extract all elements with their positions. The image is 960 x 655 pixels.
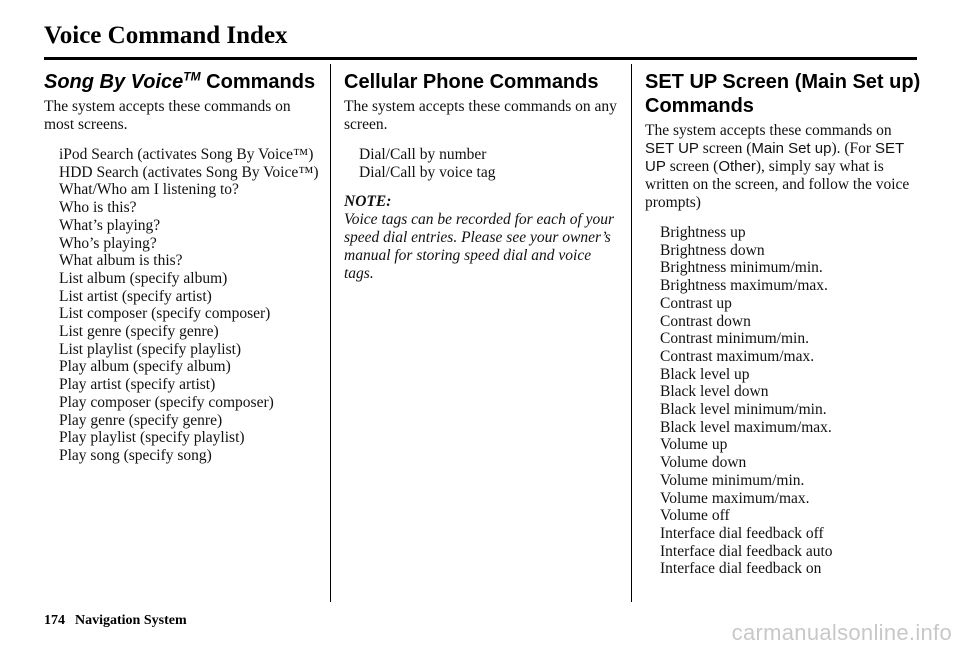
intro-screen-name: Other	[718, 158, 756, 175]
command-item: Play composer (specify composer)	[59, 393, 274, 411]
command-item: Black level down	[660, 383, 769, 401]
setup-command-list	[645, 224, 921, 578]
command-item: Interface dial feedback on	[660, 560, 822, 578]
command-item: What/Who am I listening to?	[59, 181, 239, 199]
command-item: Volume off	[660, 507, 730, 525]
cellular-phone-section	[344, 66, 620, 283]
command-item: List album (specify album)	[59, 269, 228, 287]
title-rule	[44, 57, 917, 60]
command-item: Dial/Call by number	[359, 146, 487, 163]
command-item: Brightness up	[660, 224, 746, 241]
command-item: Black level up	[660, 365, 750, 383]
command-item: HDD Search (activates Song By Voice™)	[59, 163, 319, 181]
command-item: Play artist (specify artist)	[59, 376, 216, 394]
page-footer	[44, 613, 187, 629]
command-item: Volume maximum/max.	[660, 489, 810, 507]
column-divider-1	[330, 64, 331, 602]
intro-text: ), simply say what is written on the screen, and follow the voice prompts)	[645, 158, 910, 211]
song-by-voice-heading-suffix: Commands	[200, 71, 316, 93]
command-item: Contrast maximum/max.	[660, 347, 815, 365]
command-item: Interface dial feedback off	[660, 524, 824, 542]
command-item: List genre (specify genre)	[59, 323, 219, 341]
command-item: What album is this?	[59, 252, 183, 270]
cellular-heading: Cellular Phone Commands	[344, 71, 599, 93]
setup-section	[645, 66, 921, 578]
trademark-mark: TM	[183, 69, 201, 84]
intro-text: screen (	[665, 158, 719, 175]
command-item: Who’s playing?	[59, 234, 157, 252]
watermark: carmanualsonline.info	[731, 620, 952, 645]
column-divider-2	[631, 64, 632, 602]
cellular-intro: The system accepts these commands on any screen.	[344, 98, 617, 133]
note-label: NOTE:	[344, 193, 392, 211]
command-item: Contrast minimum/min.	[660, 330, 809, 348]
command-item: Contrast up	[660, 294, 732, 312]
command-item: Brightness down	[660, 241, 765, 259]
command-item: Dial/Call by voice tag	[359, 163, 496, 181]
intro-screen-name: SET UP	[645, 140, 904, 175]
footer-section-title: Navigation System	[75, 613, 187, 628]
command-item: What’s playing?	[59, 216, 161, 234]
song-by-voice-heading-text: Song By Voice	[44, 71, 184, 93]
intro-text: ). (For	[831, 140, 875, 157]
song-by-voice-section	[44, 66, 320, 465]
song-by-voice-command-list	[44, 146, 320, 465]
command-item: Volume minimum/min.	[660, 471, 805, 489]
note-text: Voice tags can be recorded for each of your speed dial entries. Please see your owner’s manual for storing speed dial and voice tags.	[344, 211, 615, 283]
note-block	[344, 193, 620, 283]
command-item: Brightness minimum/min.	[660, 259, 823, 277]
intro-screen-name: Main Set up	[751, 140, 832, 157]
page-title: Voice Command Index	[44, 22, 288, 49]
intro-screen-name: SET UP	[645, 140, 699, 157]
intro-text: screen (	[698, 140, 752, 157]
intro-text: The system accepts these commands on	[645, 122, 892, 139]
command-item: Play song (specify song)	[59, 446, 212, 464]
song-by-voice-intro: The system accepts these commands on most screens.	[44, 98, 291, 133]
command-item: Play album (specify album)	[59, 358, 231, 376]
command-item: Play genre (specify genre)	[59, 411, 223, 429]
page-number: 174	[44, 613, 65, 628]
cellular-command-list	[344, 146, 620, 181]
command-item: Black level maximum/max.	[660, 418, 832, 436]
command-item: Who is this?	[59, 199, 137, 217]
command-item: Volume up	[660, 436, 728, 454]
command-item: Interface dial feedback auto	[660, 542, 833, 560]
command-item: List artist (specify artist)	[59, 287, 212, 305]
command-item: Volume down	[660, 454, 747, 472]
setup-heading: SET UP Screen (Main Set up) Commands	[645, 71, 921, 117]
command-item: Play playlist (specify playlist)	[59, 429, 245, 447]
command-item: List playlist (specify playlist)	[59, 340, 242, 358]
command-item: Contrast down	[660, 312, 751, 330]
command-item: iPod Search (activates Song By Voice™)	[59, 146, 314, 163]
song-by-voice-heading	[44, 70, 320, 94]
setup-intro	[645, 122, 921, 212]
command-item: List composer (specify composer)	[59, 305, 271, 323]
command-item: Brightness maximum/max.	[660, 277, 828, 295]
command-item: Black level minimum/min.	[660, 401, 827, 419]
